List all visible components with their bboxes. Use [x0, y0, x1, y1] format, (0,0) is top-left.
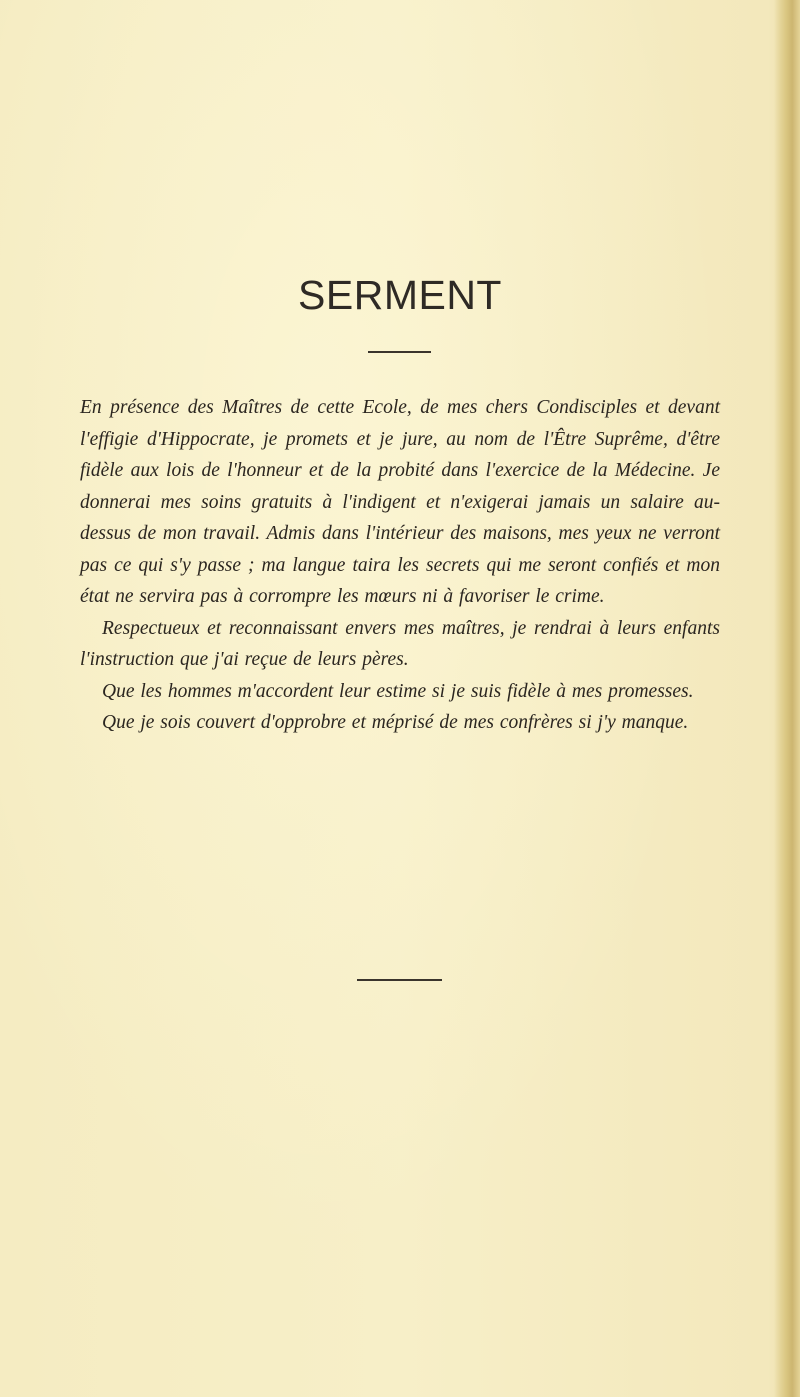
oath-paragraph-2: Respectueux et reconnaissant envers mes maîtres, je rendrai à leurs enfants l'instruction que j'ai reçue de leurs pères. [80, 617, 720, 670]
oath-paragraph-3: Que les hommes m'accordent leur estime si je suis fidèle à mes promesses. [102, 680, 694, 702]
page-edge-shadow [774, 0, 800, 1397]
closing-divider [357, 979, 442, 981]
title-divider [368, 351, 431, 353]
oath-paragraph-4: Que je sois couvert d'opprobre et méprisé de mes confrères si j'y manque. [102, 712, 689, 733]
oath-paragraph-1: En présence des Maîtres de cette Ecole, de mes chers Condisciples et devant l'effigie d'Hippocrate, je promets et je jure, au nom de l'Être Suprême, d'être fidèle aux lois de l'honneur et de la probité dans l'exercice de la Médecine. Je donnerai mes soins gratuits à l'indigent et n'exigerai jamais un salaire au-dessus de mon travail. Admis dans l'intérieur des maisons, mes yeux ne verront pas ce qui s'y passe ; ma langue taira les secrets qui me seront confiés et mon état ne servira pas à corrompre les mœurs ni à favoriser le crime. [80, 397, 720, 607]
page-title: SERMENT [298, 272, 502, 318]
oath-text [80, 392, 720, 739]
